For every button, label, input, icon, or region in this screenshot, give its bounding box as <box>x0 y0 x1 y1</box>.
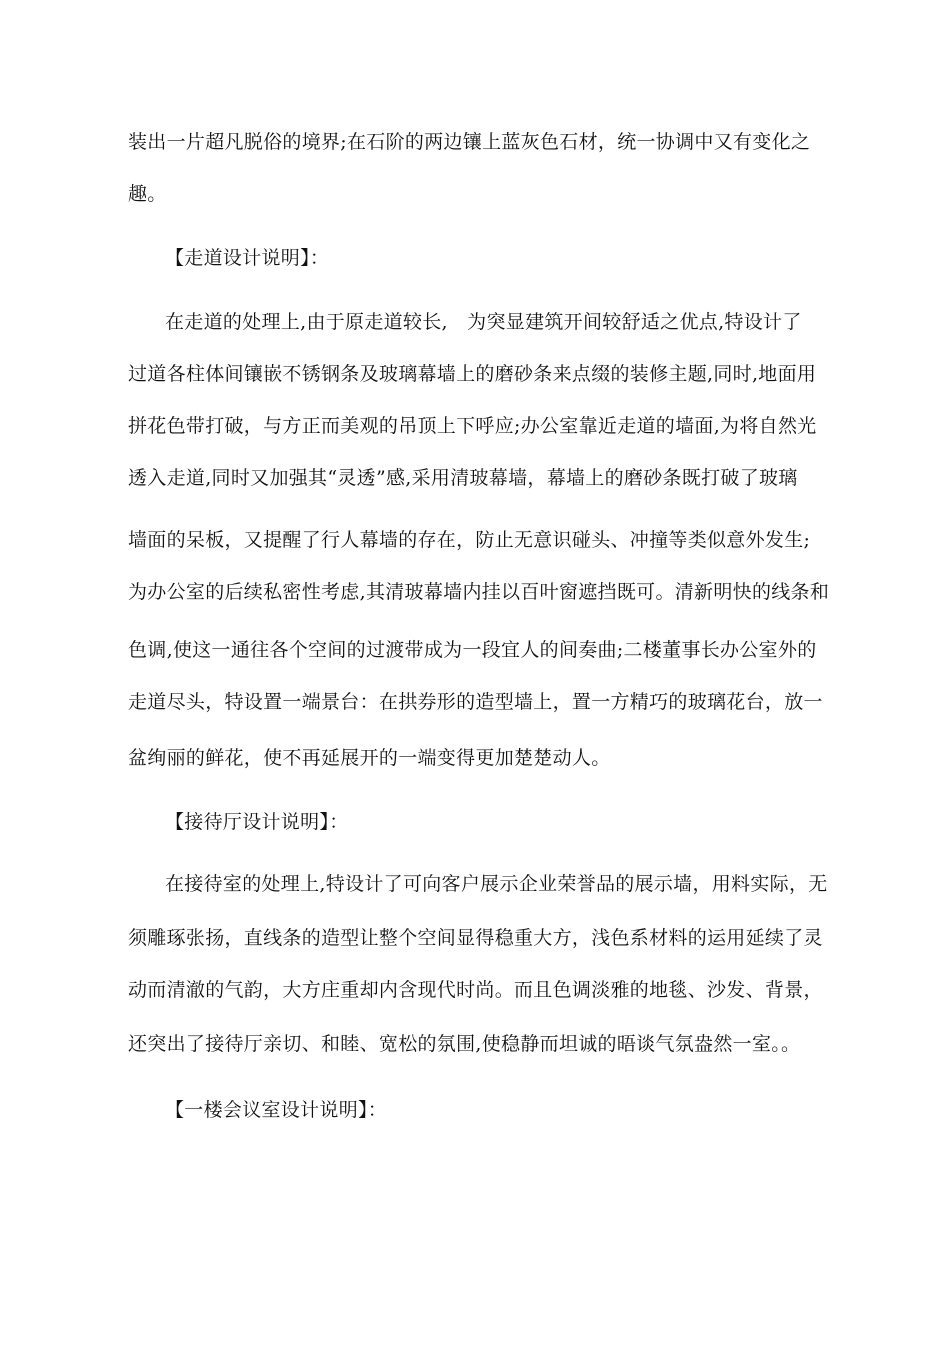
reception-line-2: 须雕琢张扬，直线条的造型让整个空间显得稳重大方，浅色系材料的运用延续了灵 <box>128 927 823 949</box>
section-heading-reception: 【接待厅设计说明】： <box>165 811 349 833</box>
reception-line-3: 动而清澈的气韵，大方庄重却内含现代时尚。而且色调淡雅的地毯、沙发、背景， <box>128 979 823 1001</box>
section-heading-corridor: 【走道设计说明】： <box>165 247 330 269</box>
reception-line-4: 还突出了接待厅亲切、和睦、宽松的氛围,使稳静而坦诚的晤谈气氛盎然一室。。 <box>128 1033 801 1055</box>
corridor-line-1: 在走道的处理上,由于原走道较长, 为突显建筑开间较舒适之优点,特设计了 <box>165 311 802 333</box>
reception-line-1: 在接待室的处理上,特设计了可向客户展示企业荣誉品的展示墙，用料实际，无 <box>165 873 828 895</box>
corridor-line-3: 拼花色带打破，与方正而美观的吊顶上下呼应;办公室靠近走道的墙面,为将自然光 <box>128 415 817 437</box>
corridor-line-6: 为办公室的后续私密性考虑,其清玻幕墙内挂以百叶窗遮挡既可。清新明快的线条和 <box>128 581 830 603</box>
corridor-line-4: 透入走道,同时又加强其“灵透”感,采用清玻幕墙，幕墙上的磨砂条既打破了玻璃 <box>128 467 798 489</box>
corridor-line-8: 走道尽头，特设置一端景台：在拱券形的造型墙上，置一方精巧的玻璃花台，放一 <box>128 691 823 713</box>
corridor-line-5: 墙面的呆板，又提醒了行人幕墙的存在，防止无意识碰头、冲撞等类似意外发生; <box>128 529 811 551</box>
intro-line-2: 趣。 <box>128 183 167 205</box>
corridor-line-9: 盆绚丽的鲜花，使不再延展开的一端变得更加楚楚动人。 <box>128 747 611 769</box>
section-heading-meeting-room: 【一楼会议室设计说明】： <box>165 1099 388 1121</box>
corridor-line-7: 色调,使这一通往各个空间的过渡带成为一段宜人的间奏曲;二楼董事长办公室外的 <box>128 639 817 661</box>
intro-line-1: 装出一片超凡脱俗的境界;在石阶的两边镶上蓝灰色石材，统一协调中又有变化之 <box>128 131 811 153</box>
corridor-line-2: 过道各柱体间镶嵌不锈钢条及玻璃幕墙上的磨砂条来点缀的装修主题,同时,地面用 <box>128 363 817 385</box>
